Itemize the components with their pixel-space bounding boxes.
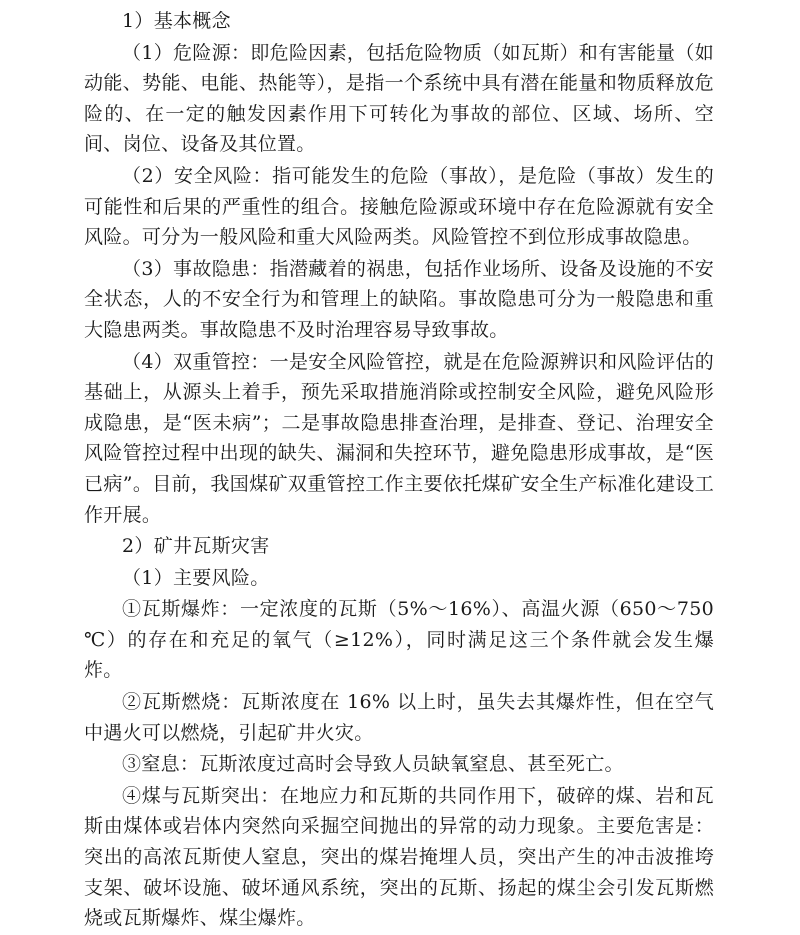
paragraph-asphyxiation: ③窒息：瓦斯浓度过高时会导致人员缺氧窒息、甚至死亡。 [122, 753, 624, 776]
paragraph-gas-explosion: ①瓦斯爆炸：一定浓度的瓦斯（5%～16%）、高温火源（650～750 ℃）的存在和充足的氧气（≥12%），同时满足这三个条件就会发生爆炸。 [84, 598, 714, 682]
paragraph-safety-risk: （2）安全风险：指可能发生的危险（事故），是危险（事故）发生的可能性和后果的严重性的组合。接触危险源或环境中存在危险源就有安全风险。可分为一般风险和重大风险两类。风险管控不到位形成事故隐患。 [84, 164, 714, 249]
paragraph-gas-combustion: ②瓦斯燃烧：瓦斯浓度在 16% 以上时，虽失去其爆炸性，但在空气中遇火可以燃烧，引起矿井火灾。 [84, 691, 714, 744]
paragraph-accident-hazard: （3）事故隐患：指潜藏着的祸患，包括作业场所、设备及设施的不安全状态，人的不安全行为和管理上的缺陷。事故隐患可分为一般隐患和重大隐患两类。事故隐患不及时治理容易导致事故。 [84, 257, 714, 341]
paragraph-hazard-source: （1）危险源：即危险因素，包括危险物质（如瓦斯）和有害能量（如动能、势能、电能、热能等），是指一个系统中具有潜在能量和物质释放危险的、在一定的触发因素作用下可转化为事故的部位、区域、场所、空间、岗位、设备及其位置。 [84, 41, 714, 156]
subheading-main-risks: （1）主要风险。 [122, 566, 270, 589]
document-page [84, 6, 714, 935]
paragraph-coal-gas-outburst: ④煤与瓦斯突出：在地应力和瓦斯的共同作用下，破碎的煤、岩和瓦斯由煤体或岩体内突然向采掘空间抛出的异常的动力现象。主要危害是：突出的高浓瓦斯使人窒息，突出的煤岩掩埋人员，突出产生的冲击波推垮支架、破坏设施、破坏通风系统，突出的瓦斯、扬起的煤尘会引发瓦斯燃烧或瓦斯爆炸、煤尘爆炸。 [84, 784, 714, 930]
section-heading-basic-concepts: 1）基本概念 [122, 10, 231, 32]
paragraph-dual-control: （4）双重管控：一是安全风险管控，就是在危险源辨识和风险评估的基础上，从源头上着手，预先采取措施消除或控制安全风险，避免风险形成隐患，是“医未病”；二是事故隐患排查治理，是排查、登记、治理安全风险管控过程中出现的缺失、漏洞和失控环节，避免隐患形成事故，是“医已病”。目前，我国煤矿双重管控工作主要依托煤矿安全生产标准化建设工作开展。 [84, 350, 714, 526]
section-heading-mine-gas-disaster: 2）矿井瓦斯灾害 [122, 535, 270, 558]
